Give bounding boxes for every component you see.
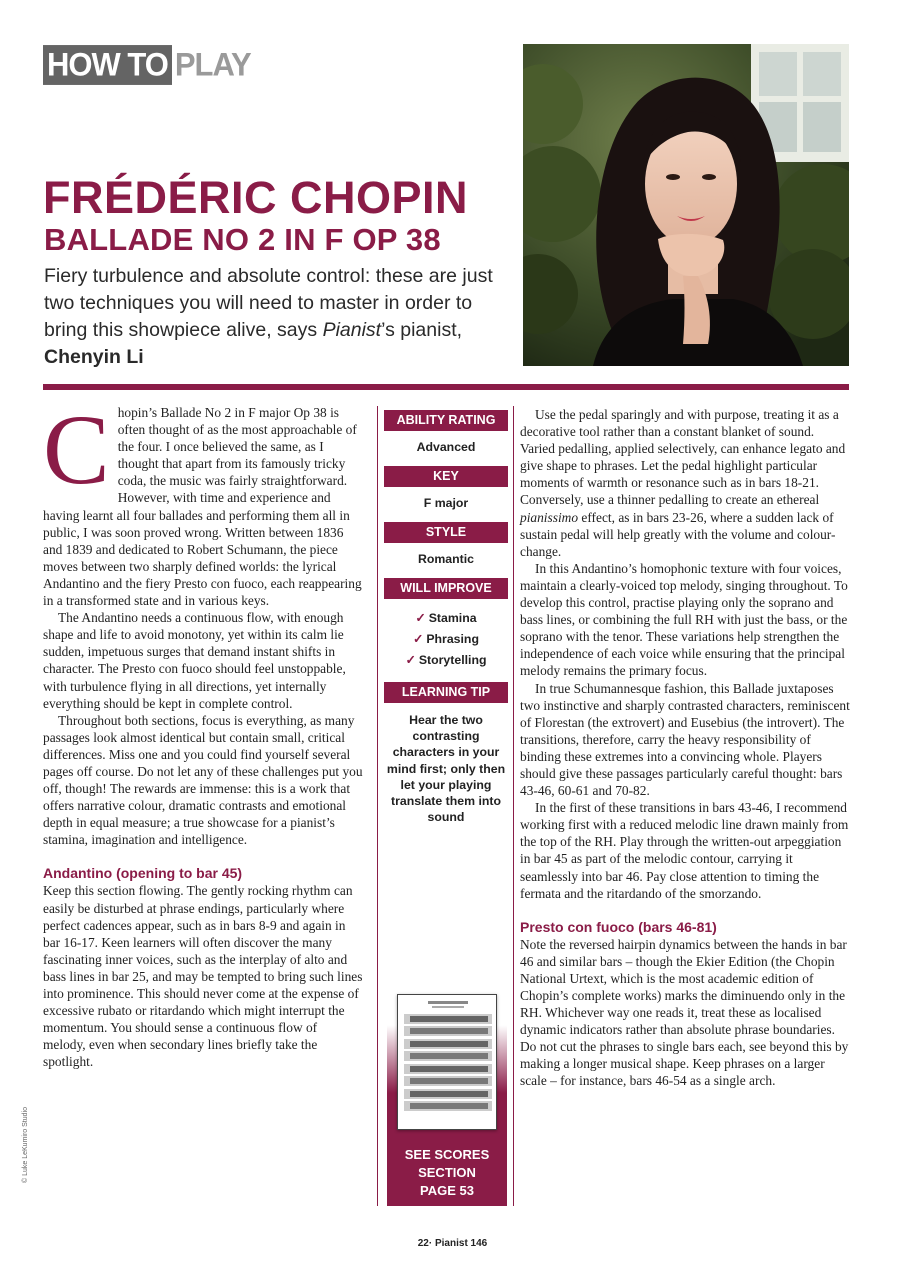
will-improve-list: [384, 608, 508, 671]
author-name: Chenyin Li: [44, 346, 144, 368]
header-rule: [43, 384, 849, 390]
standfirst-text: Fiery turbulence and absolute control: these are just two techniques you will need to master in order to bring this showpiece alive, says: [44, 265, 493, 341]
body-paragraph: Keep this section flowing. The gently rocking rhythm can easily be disturbed at phrase endings, particularly where perfect cadences appear, such as in bars 8-9 and again in bar 16-17. Keen learners will often discover the many fascinating inner voices, such as the interplay of alto and bass lines in bar 25, and may be tempted to bring such lines into prominence. This should never come at the expense of excessive rubato or ritardando which might interrupt the momentum. You should sense a continuous flow of melody, even when secondary lines briefly take the spotlight.: [43, 883, 363, 1070]
body-paragraph: Note the reversed hairpin dynamics between the hands in bar 46 and similar bars – though the Ekier Edition (the Chopin National Urtext, which is the most academic edition of Chopin’s complete works) marks the diminuendo only in the RH. Whichever way one reads it, treat these as localised dynamic indicators rather than absolute phrase boundaries. Do not cut the phrases to single bars each, see beyond this by making a longer musical shape. Keep phrases on a larger scale – for instance, bars 46-54 as a single arch.: [520, 936, 849, 1089]
section-tag: [43, 45, 251, 85]
intro-text: hopin’s Ballade No 2 in F major Op 38 is often thought of as the most approachable of the four. I once believed the same, as I thought that apart from its famously tricky coda, the music was fairly straightforward. However, with time and experience and having learnt all four ballades and performing them all in public, I was soon proved wrong. Written between 1836 and 1839 and dedicated to Robert Schumann, the piece moves between two sharply defined worlds: the lyrical Andantino and the fiery Presto con fuoco, each reappearing in a transformed state and in various keys.: [43, 405, 362, 609]
standfirst-italic: Pianist: [322, 319, 382, 341]
improve-item: [384, 650, 508, 671]
improve-item-label: Storytelling: [418, 653, 487, 667]
body-column-right: [520, 406, 850, 1090]
article-standfirst: [44, 263, 514, 371]
body-paragraph: In the first of these transitions in bars 43-46, I recommend working first with a reduced melodic line drawn mainly from the top of the RH. Play through the written-out arpeggiation in bar 45 as part of the melodic contour, carrying it seamlessly into bar 46. Pay close attention to timing the fermata and the ritardando of the smorzando.: [520, 800, 849, 901]
body-paragraph: Throughout both sections, focus is everything, as many passages look almost identical but contain small, critical differences. Miss one and you could find yourself several pages off course. Do not let any of these challenges put you off, though! The rewards are immense: this is a work that offers narrative colour, dramatic contrasts and emotional depth in equal measure; a true showcase for a pianist’s stamina, imagination and intelligence.: [43, 712, 363, 848]
see-scores-label: [387, 1146, 507, 1200]
page-folio: [0, 1238, 905, 1249]
pedal-text: Use the pedal sparingly and with purpose, treating it as a decorative tool rather than a constant blanket of sound. Varied pedalling, applied selectively, can enhance legato and give shape to phrases. Let the pedal highlight particular moments of warmth or resonance such as in bars 18-21. Conversely, use a thinner pedalling to create an ethereal: [520, 407, 846, 508]
checkmark-icon: ✓: [415, 611, 426, 625]
page-number: 22: [417, 1238, 429, 1249]
body-paragraph: In true Schumannesque fashion, this Ballade juxtaposes two instinctive and sharply contrasted characters, reminiscent of Florestan (the extrovert) and Eusebius (the introvert). The transitions, therefore, carry the heavy responsibility of binding these extremes into a convincing whole. Players should give these passages particularly careful thought: bars 43-46, 60-61 and 70-82.: [520, 680, 850, 799]
improve-item: [384, 608, 508, 629]
body-paragraph: [520, 406, 850, 560]
column-divider: [513, 406, 514, 1206]
standfirst-text-2: ’s pianist,: [381, 319, 463, 341]
article-subhead: BALLADE NO 2 IN F OP 38: [44, 222, 441, 257]
key-heading: KEY: [384, 466, 508, 487]
body-paragraph: The Andantino needs a continuous flow, with enough shape and life to avoid monotony, yet within its calm lie sudden, impetuous surges that demand instant shifts in character. The Presto con fuoco should feel unstoppable, with turbulence flying in all directions, yet internally everything should be kept in complete control.: [43, 610, 346, 711]
info-sidebar: [384, 410, 508, 825]
style-heading: STYLE: [384, 522, 508, 543]
scores-reference-box: [387, 980, 507, 1206]
body-paragraph: In this Andantino’s homophonic texture with four voices, maintain a clearly-voiced top melody, singing throughout. To develop this control, practise playing only the soprano and bass lines, or combining the full RH with just the bass, or the soprano with the tenor. These variations help strengthen the independence of each voice while ensuring that the principal melody remains the primary focus.: [520, 560, 848, 679]
ability-rating-heading: ABILITY RATING: [384, 410, 508, 431]
see-scores-line: PAGE 53: [420, 1183, 474, 1198]
learning-tip-heading: LEARNING TIP: [384, 682, 508, 703]
improve-item-label: Phrasing: [426, 632, 479, 646]
body-column-left: [43, 394, 363, 1070]
section-heading-presto: Presto con fuoco (bars 46-81): [520, 918, 717, 935]
pedal-text-2: effect, as in bars 23-26, where a sudden lack of sustain pedal will help greatly with the volume and colour-change.: [520, 509, 836, 559]
column-divider: [377, 406, 378, 1206]
key-value: F major: [423, 496, 469, 510]
see-scores-line: SEE SCORES: [404, 1147, 490, 1162]
section-heading-andantino: Andantino (opening to bar 45): [43, 865, 243, 882]
ability-rating-value: Advanced: [416, 440, 476, 454]
pianissimo-term: pianissimo: [520, 509, 579, 525]
see-scores-line: SECTION: [418, 1165, 476, 1180]
checkmark-icon: ✓: [413, 632, 424, 646]
folio-separator: ·: [428, 1238, 433, 1249]
style-value: Romantic: [417, 552, 475, 566]
learning-tip-text: Hear the two contrasting characters in your mind first; only then let your playing translate them into sound: [386, 713, 506, 825]
intro-paragraph: [43, 394, 363, 609]
pianist-photo: [523, 44, 849, 366]
article-headline: FRÉDÉRIC CHOPIN: [43, 172, 469, 223]
improve-item: [384, 629, 508, 650]
score-thumbnail: [397, 994, 497, 1130]
magazine-issue: Pianist 146: [434, 1238, 488, 1249]
drop-cap: C: [43, 394, 110, 505]
section-tag-dark: HOW TO: [43, 45, 172, 85]
improve-item-label: Stamina: [428, 611, 477, 625]
sheet-music-icon: [398, 995, 498, 1131]
checkmark-icon: ✓: [405, 653, 416, 667]
will-improve-heading: WILL IMPROVE: [384, 578, 508, 599]
photo-credit: © Luke LeKumiro Studio: [22, 1107, 29, 1183]
section-tag-light: PLAY: [174, 46, 251, 83]
